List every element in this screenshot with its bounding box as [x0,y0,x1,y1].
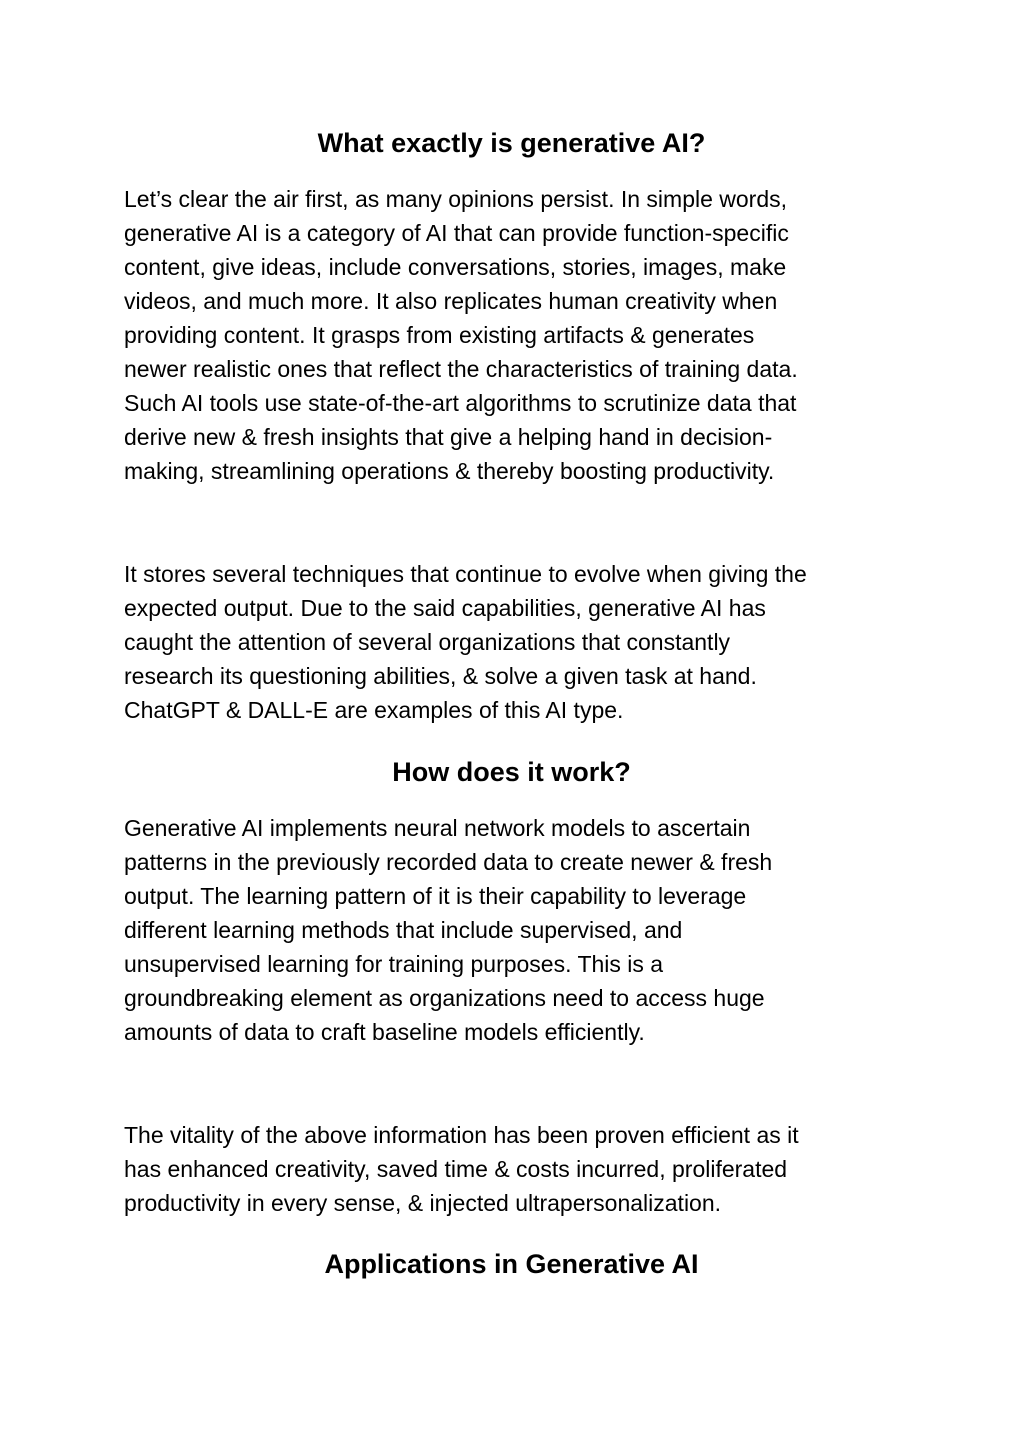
text-line: groundbreaking element as organizations need to access huge [124,985,765,1011]
text-line: generative AI is a category of AI that can provide function-specific [124,220,789,246]
section-heading-how-does-it-work: How does it work? [392,757,631,787]
text-line: productivity in every sense, & injected ultrapersonalization. [124,1190,722,1216]
text-line: caught the attention of several organizations that constantly [124,629,731,655]
text-line: unsupervised learning for training purposes. This is a [124,951,664,977]
text-line: newer realistic ones that reflect the characteristics of training data. [124,356,798,382]
text-line: ChatGPT & DALL-E are examples of this AI type. [124,697,624,723]
text-line: patterns in the previously recorded data to create newer & fresh [124,849,773,875]
text-line: Generative AI implements neural network models to ascertain [124,815,751,841]
text-line: different learning methods that include supervised, and [124,917,683,943]
text-line: videos, and much more. It also replicates human creativity when [124,288,778,314]
text-line: making, streamlining operations & thereby boosting productivity. [124,458,775,484]
text-line: It stores several techniques that continue to evolve when giving the [124,561,807,587]
text-line: Let’s clear the air first, as many opinions persist. In simple words, [124,186,788,212]
paragraph-how-it-works [124,811,924,1049]
text-line: expected output. Due to the said capabilities, generative AI has [124,595,766,621]
text-line: content, give ideas, include conversations, stories, images, make [124,254,787,280]
section-heading-applications: Applications in Generative AI [324,1249,699,1279]
text-line: Such AI tools use state-of-the-art algorithms to scrutinize data that [124,390,797,416]
paragraph-vitality [124,1118,924,1220]
text-line: output. The learning pattern of it is their capability to leverage [124,883,747,909]
text-line: providing content. It grasps from existing artifacts & generates [124,322,755,348]
paragraph-intro [124,182,924,488]
text-line: research its questioning abilities, & solve a given task at hand. [124,663,757,689]
text-line: has enhanced creativity, saved time & costs incurred, proliferated [124,1156,788,1182]
text-line: derive new & fresh insights that give a helping hand in decision- [124,424,773,450]
text-line: The vitality of the above information has been proven efficient as it [124,1122,799,1148]
section-heading-what-is-generative-ai: What exactly is generative AI? [317,128,706,158]
text-line: amounts of data to craft baseline models efficiently. [124,1019,645,1045]
paragraph-techniques [124,557,924,727]
